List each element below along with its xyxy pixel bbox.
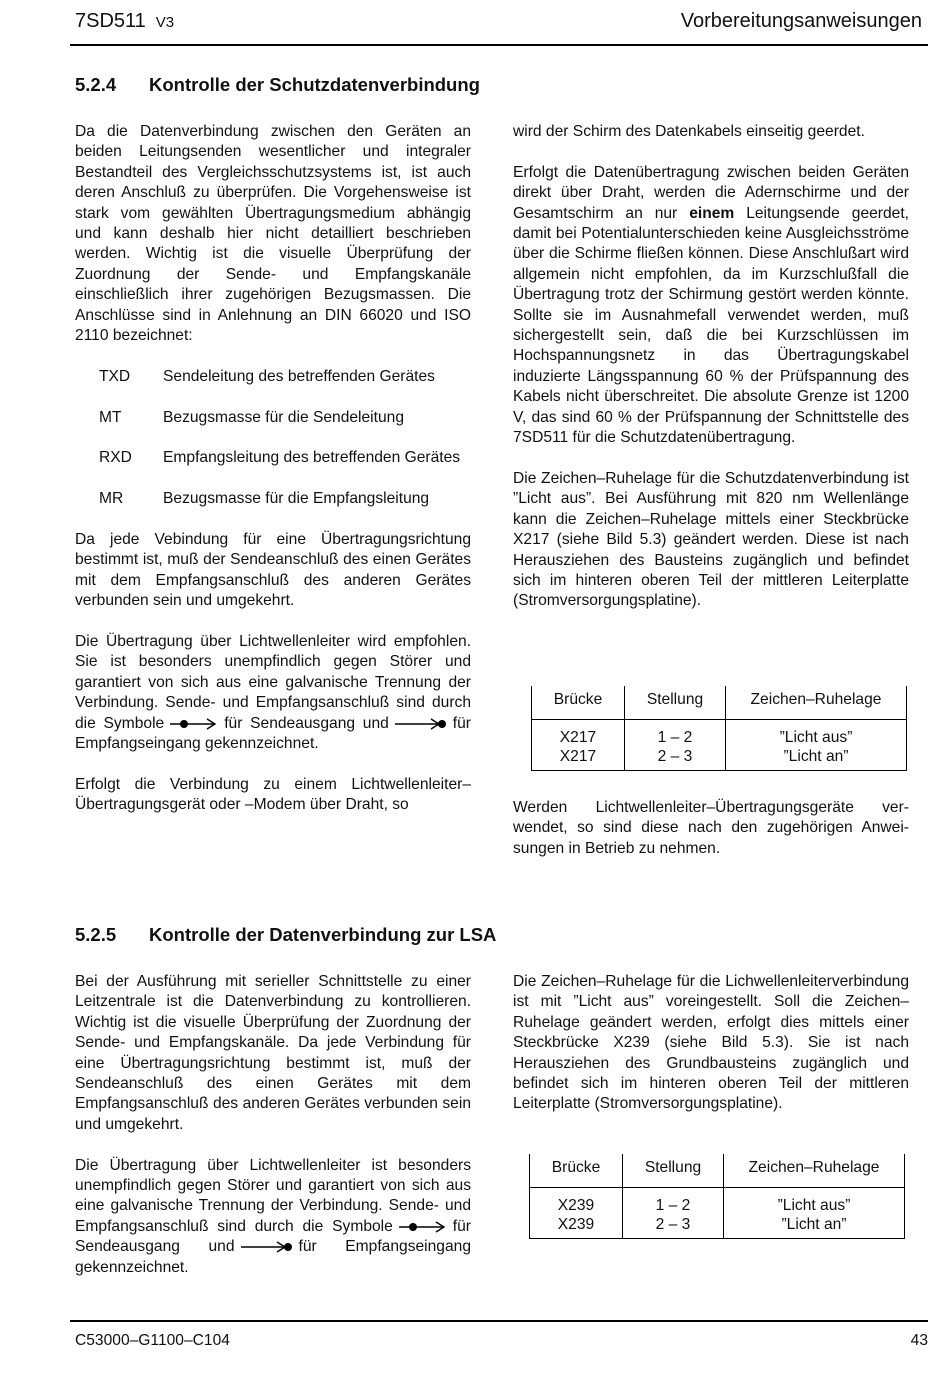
section-heading-525 [75,924,496,946]
table-row [532,720,907,771]
section-heading-524 [75,74,480,96]
definition-term: TXD [99,367,131,385]
page-number: 43 [910,1332,928,1349]
table-header: Stellung [625,686,726,720]
definition-term: MR [99,490,124,508]
table-row [530,1188,905,1239]
cell-value: X239 [557,1216,595,1233]
section-number: 5.2.4 [75,74,117,95]
definition-term: RXD [99,449,132,467]
section-525-left-column [75,972,471,1278]
definition-desc: Bezugsmasse für die Empfangsleitung [163,490,430,508]
cell-value: ”Licht an” [783,748,849,765]
receive-input-symbol-icon [395,718,447,730]
section-title: Kontrolle der Schutzdatenverbindung [149,74,480,95]
table-cell [532,720,625,771]
header-title: Vorbereitungsanweisungen [680,10,922,32]
paragraph: Da jede Vebindung für eine Übertragungsrichtung bestimmt ist, muß der Sendeanschluß des einen Gerätes mit dem Empfangsanschluß des anderen Gerätes verbunden sein und umgekehrt. [75,531,471,610]
header-version: V3 [155,14,175,31]
definition-term: MT [99,408,122,426]
table-cell [724,1188,905,1239]
definition-desc: Sendeleitung des betreffenden Gerätes [163,367,435,385]
definition-item [75,367,471,387]
header-doc: 7SD511 [75,10,146,32]
definition-desc: Empfangsleitung des betreffenden Gerätes [163,449,461,467]
paragraph-part: für Empfangseingang gekennzeichnet. [75,1238,471,1276]
cell-value: X217 [559,748,597,765]
paragraph-part: Die Übertragung über Lichtwellenleiter wird empfohlen. Sie ist besonders unempfindlich gegen Störer und garantiert von sich aus eine galvanische Trennung der Verbindung. Sende- und Empfangsanschluß sind durch die Symbole [75,633,471,732]
paragraph-part: Die Übertragung über Lichtwellenleiter ist besonders unempfindlich gegen Störer und garantiert von sich aus eine galvanische Trennung der Verbindung. Sende- und Empfangsanschluß sind durch die Symbole [75,1156,471,1235]
paragraph-part: für Sendeausgang und [224,714,389,732]
emphasis-word: einem [689,204,735,222]
table-header: Zeichen–Ruhelage [726,686,907,720]
cell-value: X217 [559,729,597,746]
paragraph: Erfolgt die Verbindung zu einem Lichtwellenleiter–Übertragungsgerät oder –Modem über Draht, so [75,775,471,814]
cell-value: ”Licht aus” [779,729,853,746]
section-title: Kontrolle der Datenverbindung zur LSA [149,924,497,945]
section-525-right-column [513,972,909,1115]
paragraph-part: für Sendeausgang und [75,1217,471,1256]
cell-value: 2 – 3 [657,748,693,765]
section-number: 5.2.5 [75,924,117,945]
definition-desc: Bezugsmasse für die Sendeleitung [163,408,404,426]
jumper-table-x217 [531,686,907,771]
header-doc-id [75,10,174,33]
definition-list [75,367,471,510]
table-cell [726,720,907,771]
section-524-right-column-end [513,798,909,859]
paragraph: Da die Datenverbindung zwischen den Geräten an beiden Leitungsenden wesentlicher und integraler Bestandteil des Vergleichsschutzsystems ist, ist auch deren Anschluß zu überprüfen. Die Vorgehensweise ist stark vom gewählten Übertragungsmedium abhängig und kann deshalb hier nicht detailliert beschrieben werden. Wichtig ist die visuelle Überprüfung der Zuordnung der Sende- und Empfangskanäle einschließlich ihrer zugehörigen Bezugsmassen. Die Anschlüsse sind in Anlehnung an DIN 66020 und ISO 2110 bezeichnet: [75,123,471,345]
paragraph-symbols [75,632,471,754]
table-cell [623,1188,724,1239]
header-rule [70,44,928,46]
cell-value: ”Licht aus” [777,1197,851,1214]
transmit-output-symbol-icon [399,1221,447,1233]
table-header: Stellung [623,1154,724,1188]
paragraph: Werden Lichtwellenleiter–Übertragungsgeräte verwendet, so sind diese nach den zugehörigen Anweisungen in Betrieb zu nehmen. [513,799,909,857]
section-524-right-column [513,122,909,632]
paragraph-emphasis [513,163,909,449]
definition-item [75,408,471,428]
receive-input-symbol-icon [241,1241,293,1253]
paragraph: Die Zeichen–Ruhelage für die Lichwellenleiterverbindung ist mit ”Licht aus” voreingestellt. Soll die Zeichen–Ruhelage geändert werden, erfolgt dies mittels einer Steckbrücke X239 (siehe Bild 5.3). Sie ist nach Herausziehen des Grundbausteins zugänglich und befindet sich im hinteren oberen Teil der mittleren Leiterplatte (Stromversorgungsplatine). [513,973,909,1113]
paragraph-part: für Empfangseingang gekennzeichnet. [75,714,471,753]
table-header: Zeichen–Ruhelage [724,1154,905,1188]
table-header: Brücke [532,686,625,720]
cell-value: 1 – 2 [655,1197,691,1214]
definition-item [75,448,471,468]
section-524-left-column [75,122,471,816]
table-cell [625,720,726,771]
paragraph: wird der Schirm des Datenkabels einseitig geerdet. [513,123,865,140]
footer-rule [70,1320,928,1322]
paragraph-symbols [75,1156,471,1278]
jumper-table [529,1154,905,1239]
cell-value: ”Licht an” [781,1216,847,1233]
table-cell [530,1188,623,1239]
definition-item [75,489,471,509]
cell-value: 2 – 3 [655,1216,691,1233]
footer-order-code: C53000–G1100–C104 [75,1332,230,1349]
paragraph-part: Leitungsende geerdet, damit bei Potentialunterschieden keine Ausgleichsströme über die Schirme fließen können. Diese Anschlußart wird allgemein nicht empfohlen, da im Kurzschlußfall die Übertragung trotz der Schirmung gestört werden könnte. Sollte sie im Ausnahmefall verwendet werden, muß sichergestellt sein, daß die bei Kurzschlüssen im Hochspannungsnetz in das Übertragungskabel induzierte Längsspannung 60 % der Prüfspannung des Kabels nicht überschreitet. Die absolute Grenze ist 1200 V, das sind 60 % der Prüfspannung der Schnittstelle des 7SD511 für die Schutzdatenübertragung. [513,204,909,447]
cell-value: 1 – 2 [657,729,693,746]
jumper-table [531,686,907,771]
paragraph: Die Zeichen–Ruhelage für die Schutzdatenverbindung ist ”Licht aus”. Bei Ausführung mit 820 nm Wellenlänge kann die Zeichen–Ruhelage mittels einer Steckbrücke X217 (siehe Bild 5.3) geändert werden. Diese ist nach Herausziehen des Bausteins zugänglich und befindet sich im hinteren oberen Teil der mittleren Leiterplatte (Stromversorgungsplatine). [513,469,909,610]
paragraph-part: Erfolgt die Datenübertragung zwischen beiden Geräten direkt über Draht, werden die Adernschirme und der Gesamtschirm an nur [513,163,909,222]
table-header: Brücke [530,1154,623,1188]
jumper-table-x239 [529,1154,905,1239]
paragraph: Bei der Ausführung mit serieller Schnittstelle zu einer Leitzentrale ist die Datenverbindung zu kontrollieren. Wichtig ist die visuelle Überprüfung der Zuordnung der Sende- und Empfangskanäle. Da jede Verbindung für eine Übertragungsrichtung bestimmt ist, muß der Sendeanschluß des einen Gerätes mit dem Empfangsanschluß des anderen Gerätes verbunden sein und umgekehrt. [75,973,471,1133]
cell-value: X239 [557,1197,595,1214]
transmit-output-symbol-icon [170,718,218,730]
